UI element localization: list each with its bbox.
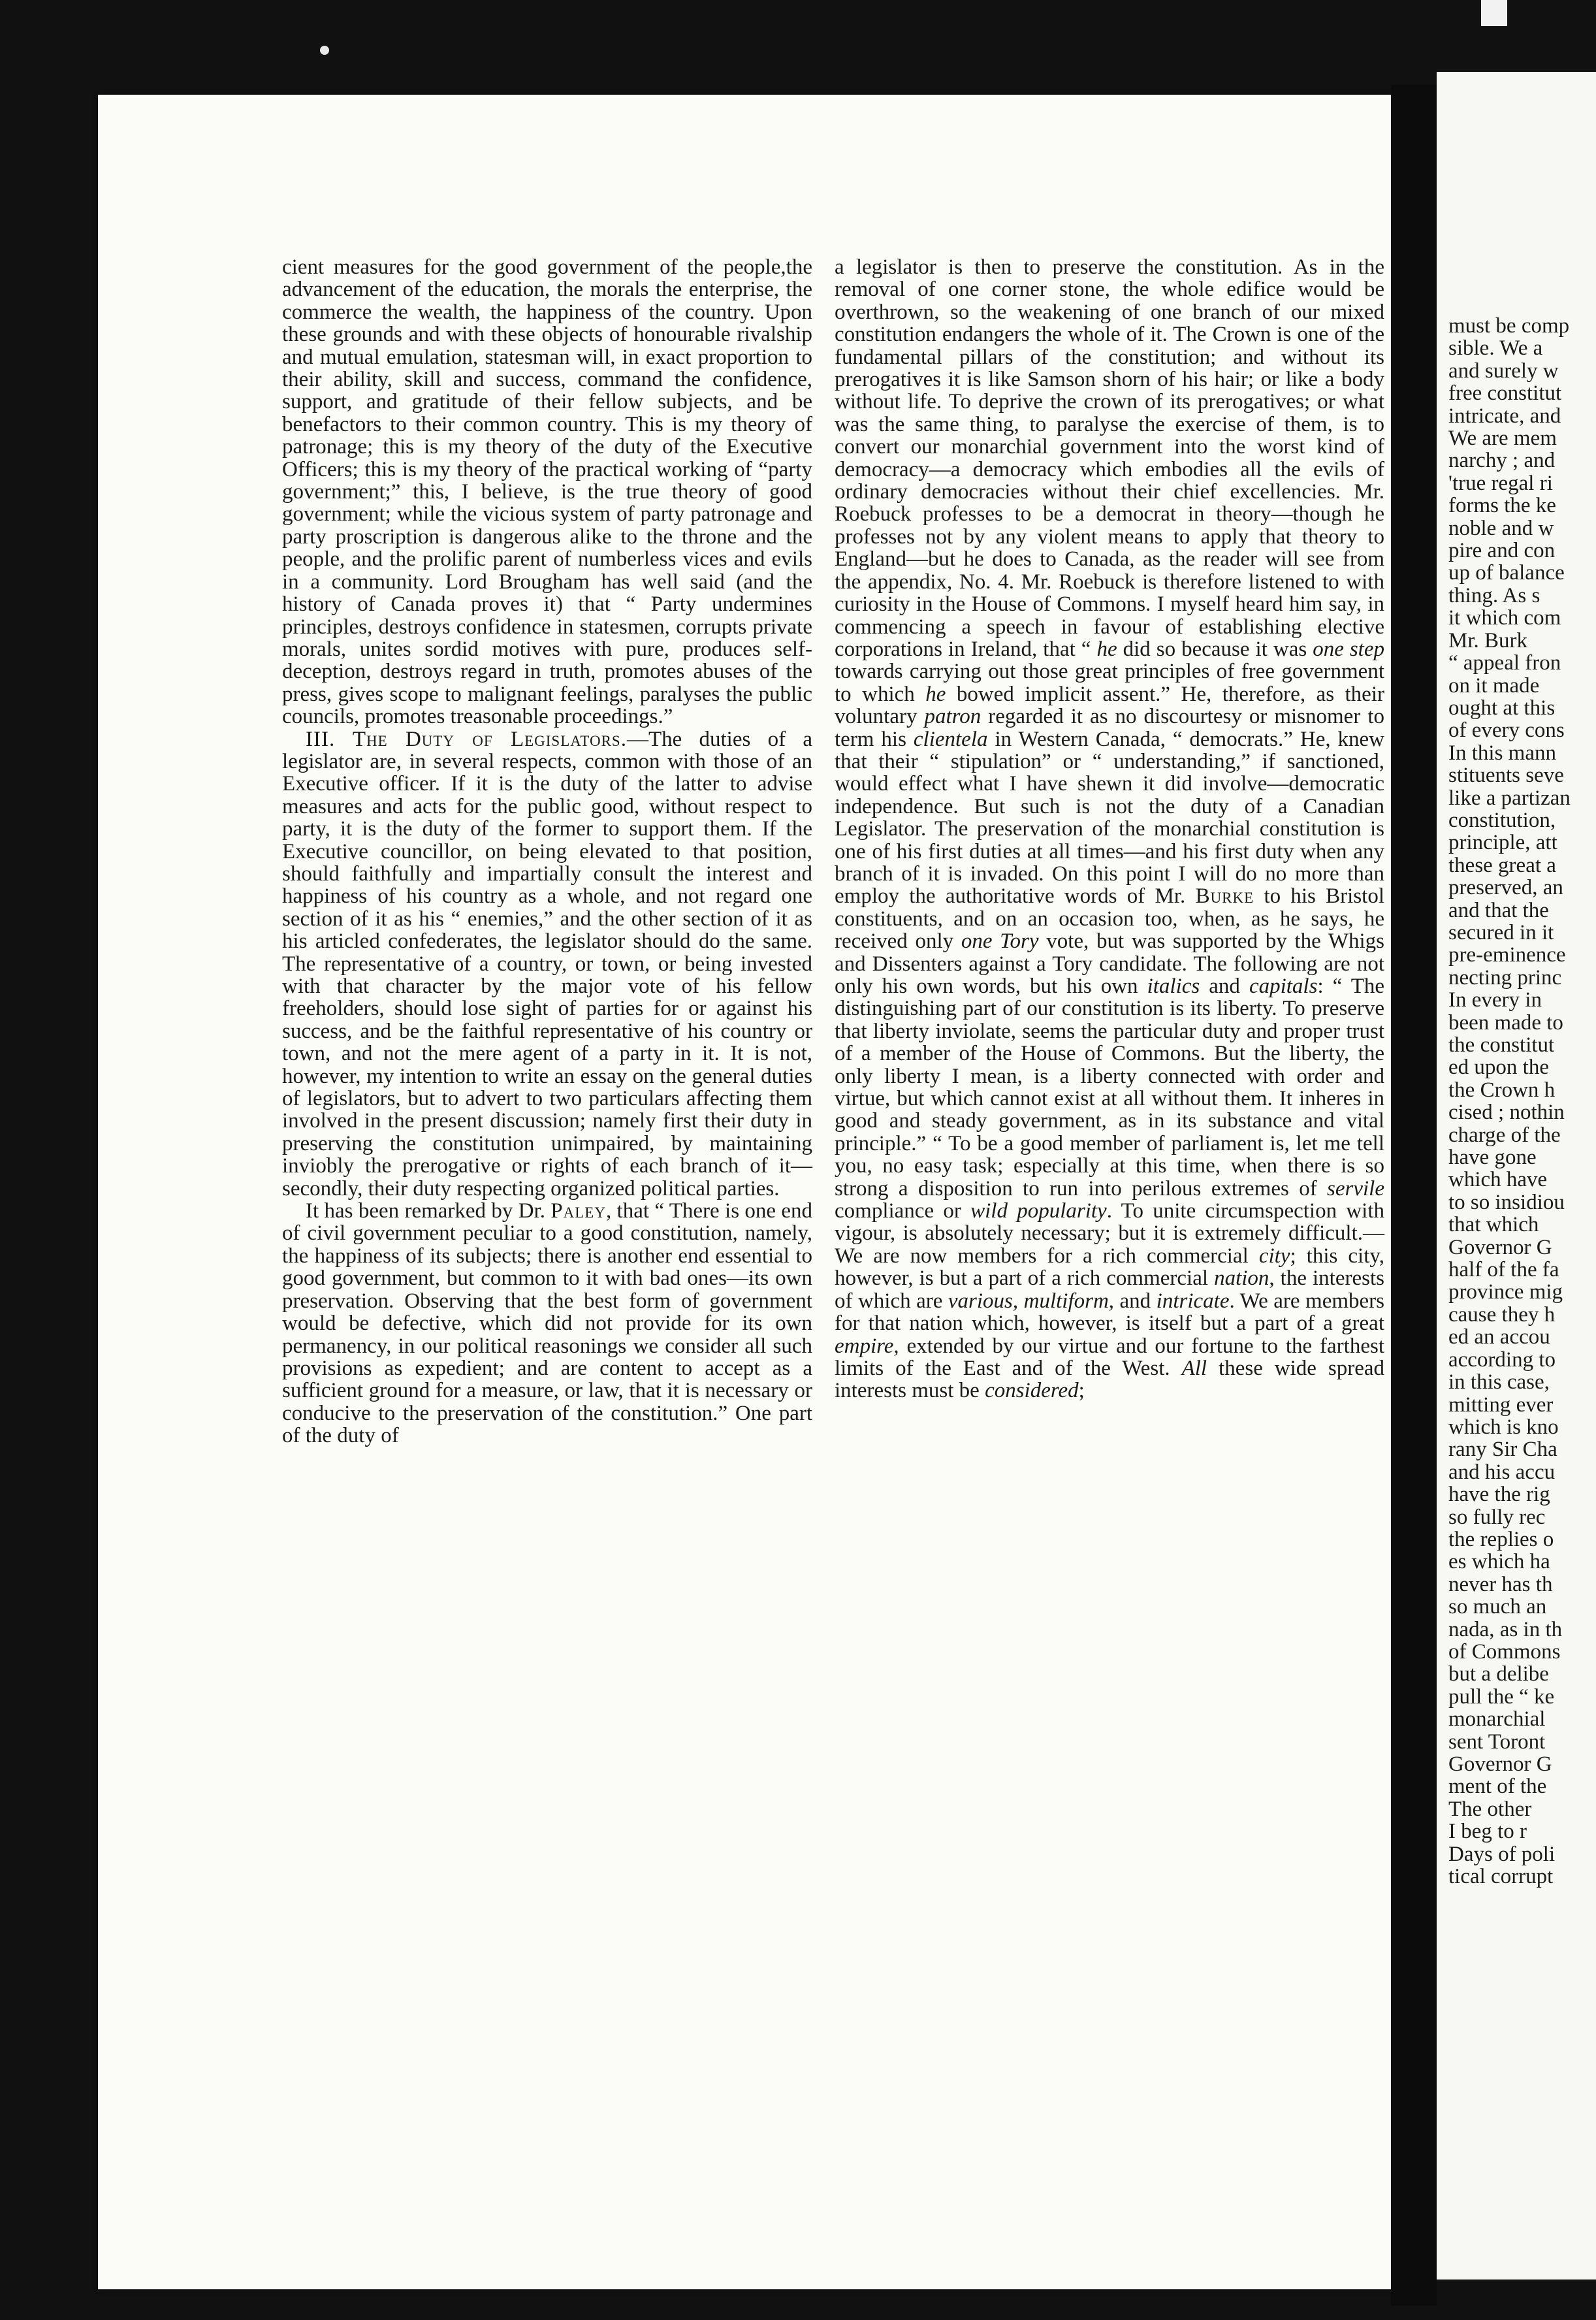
text-run: bowed implicit assent.” He, therefore, as their voluntary (835, 682, 1384, 729)
adjacent-page-line: of Commons (1448, 1639, 1561, 1664)
adjacent-page-line: sible. We a (1448, 336, 1543, 361)
text-run: : “ The distinguishing part of our constitution is its liberty. To preserve that liberty inviolate, seems the particular duty and proper trust of a member of the House of Commons. But the liberty, the only liberty I mean, is a liberty connected with order and virtue, but which cannot exist at all without them. It inheres in good and steady government, as in its substance and vital principle.” “ To be a good member of parliament is, let me tell you, no easy task; especially at this time, when there is so strong a disposition to run into perilous extremes of (835, 975, 1384, 1200)
adjacent-page-line: like a partizan (1448, 786, 1571, 810)
adjacent-page-line: ought at this (1448, 696, 1556, 720)
adjacent-page-line: have the rig (1448, 1483, 1550, 1507)
adjacent-page-line: the Crown h (1448, 1078, 1556, 1102)
adjacent-page-line: never has th (1448, 1572, 1553, 1596)
adjacent-page-line: the constitut (1448, 1033, 1555, 1057)
adjacent-page-line: must be comp (1448, 314, 1570, 338)
italic-run: nation (1214, 1266, 1269, 1291)
adjacent-page-line: so fully rec (1448, 1505, 1546, 1529)
adjacent-page-line: that which (1448, 1213, 1539, 1237)
adjacent-page-line: pre-eminence (1448, 943, 1566, 967)
adjacent-page-line: so much an (1448, 1595, 1547, 1619)
adjacent-page-line: Governor G (1448, 1752, 1552, 1776)
text-run: , extended by our virtue and our fortune to the farthest limits of the East and of the West. (835, 1334, 1384, 1380)
adjacent-page-line: half of the fa (1448, 1258, 1559, 1282)
adjacent-page-line: narchy ; and (1448, 449, 1556, 473)
adjacent-page-line: it which com (1448, 606, 1561, 630)
adjacent-page-line: to so insidiou (1448, 1190, 1565, 1214)
adjacent-page-line: and that the (1448, 898, 1549, 922)
text-run: compliance or (835, 1199, 971, 1223)
adjacent-page-line: I beg to r (1448, 1820, 1527, 1844)
adjacent-page-line: ed an accou (1448, 1325, 1550, 1349)
text-run: in Western Canada, “ democrats.” He, knew that their “ stipulation” or “ understanding,” if sanctioned, would effect what I have shewn it did involve—democratic independence. But such is not the duty of a Canadian Legislator. The preservation of the monarchial constitution is one of his first duties at all times—and his first duty when any branch of it is invaded. On this point I will do no more than employ the authoritative words of Mr. (835, 727, 1385, 909)
adjacent-page-line: preserved, an (1448, 876, 1563, 900)
italic-run: capitals (1249, 975, 1318, 998)
adjacent-page-line: in this case, (1448, 1370, 1550, 1394)
scan-speck (320, 46, 329, 55)
text-run: vote, but was supported by the Whigs and Dissenters against a Tory candidate. The following are not only his own words, but his own (835, 929, 1384, 998)
text-run: ; this city, however, is but a part of a rich commercial (835, 1244, 1384, 1291)
adjacent-page (1437, 72, 1596, 2280)
adjacent-page-line: Mr. Burk (1448, 628, 1528, 652)
adjacent-page-line: have gone (1448, 1146, 1537, 1170)
italic-run: patron (924, 705, 982, 729)
italic-run: one step (1313, 637, 1384, 661)
text-run: , and (1108, 1289, 1157, 1313)
adjacent-page-line: secured in it (1448, 920, 1554, 944)
adjacent-page-line: tical corrupt (1448, 1865, 1554, 1889)
adjacent-page-line: intricate, and (1448, 404, 1561, 428)
adjacent-page-line: according to (1448, 1347, 1556, 1372)
adjacent-page-line: pull the “ ke (1448, 1684, 1555, 1709)
adjacent-page-line: sent Toront (1448, 1730, 1546, 1754)
text-run: regarded it as no discourtesy or misnomer to term his (835, 705, 1384, 751)
italic-run: clientela (913, 727, 988, 751)
adjacent-page-line: mitting ever (1448, 1393, 1554, 1417)
adjacent-page-line: province mig (1448, 1280, 1563, 1304)
adjacent-page-line: free constitut (1448, 381, 1562, 406)
adjacent-page-line: pire and con (1448, 539, 1556, 563)
author-name-paley: Paley (551, 1199, 606, 1223)
italic-run: intricate (1156, 1289, 1230, 1313)
text-run: to his Bristol constituents, and on an occasion too, when, as he says, he received only (835, 884, 1384, 954)
text-run: these wide spread interests must be (835, 1356, 1385, 1403)
paragraph-paley (282, 1200, 812, 1447)
italic-run: he (925, 682, 946, 706)
section-body: —The duties of a legislator are, in several respects, common with those of an Executive officer. If it is the duty of the latter to advise measures and acts for the public good, without respect to party, it is the duty of the former to support them. If the Executive councillor, on being elevated to that position, should faithfully and impartially consult the interest and happiness of his country as a whole, and not regard one section of it as his “ enemies,” and the other section of it as his articled confederates, the legislator should do the same. The representative of a country, or town, or being invested with that character by the major vote of his fellow freeholders, should lose sight of parties for or against his success, and be the faithful representative of his country or town, and not the mere agent of a party in it. It is not, however, my intention to write an essay on the general duties of legislators, but to advert to two particulars affecting them involved in the present discussion; namely first their duty in preserving the constitution unimpaired, by maintaining inviobly the prerogative or rights of each branch of it—secondly, their duty respecting organized political parties. (282, 727, 812, 1200)
adjacent-page-line: Days of poli (1448, 1842, 1556, 1866)
page-corner-mark (1481, 0, 1507, 26)
text-run: , that “ There is one end of civil government peculiar to a good constitution, namely, the happiness of its subjects; there is another end essential to good government, but common to it with bad ones—its own preservation. Observing that the best form of government would be defective, which did not provide for its own permanency, in our political reasonings we consider all such provisions as expedient; and are content to accept as a sufficient ground for a measure, or law, that it is necessary or conducive to the preservation of the constitution.” One part of the duty of (282, 1199, 813, 1448)
text-run: ; (1078, 1379, 1085, 1403)
adjacent-page-line: up of balance (1448, 561, 1565, 585)
adjacent-page-line: been made to (1448, 1010, 1563, 1035)
adjacent-page-line: cised ; nothin (1448, 1101, 1565, 1125)
adjacent-page-line: principle, att (1448, 831, 1557, 855)
adjacent-page-line: constitution, (1448, 808, 1556, 832)
adjacent-page-line: forms the ke (1448, 494, 1556, 518)
adjacent-page-line: and his accu (1448, 1460, 1556, 1484)
paragraph-constitution (835, 256, 1384, 1402)
adjacent-page-line: on it made (1448, 673, 1540, 698)
text-run: . We are members for that nation which, however, is itself but a part of a great (835, 1289, 1384, 1336)
paragraph-duty-of-legislators (282, 728, 812, 1200)
italic-run: he (1096, 637, 1117, 661)
left-text-column (282, 256, 812, 1447)
adjacent-page-line: which have (1448, 1168, 1548, 1192)
adjacent-page-line: of every cons (1448, 718, 1565, 743)
adjacent-page-line: noble and w (1448, 516, 1554, 540)
adjacent-page-line: but a delibe (1448, 1662, 1549, 1686)
adjacent-page-line: We are mem (1448, 427, 1557, 451)
adjacent-page-line: Governor G (1448, 1235, 1552, 1259)
italic-run: All (1181, 1356, 1207, 1380)
adjacent-page-line: which is kno (1448, 1415, 1559, 1439)
adjacent-page-line: these great a (1448, 853, 1556, 877)
italic-run: considered (985, 1379, 1079, 1403)
adjacent-page-column (1448, 315, 1596, 1888)
adjacent-page-line: the replies o (1448, 1527, 1554, 1551)
text-run: , the interests of which are (835, 1266, 1384, 1313)
text-run: . To unite circumspection with vigour, is absolutely necessary; but it is extremely difficult.—We are now members for a rich commercial (835, 1199, 1384, 1268)
text-run: It has been remarked by Dr. (306, 1199, 551, 1223)
adjacent-page-line: charge of the (1448, 1123, 1561, 1147)
italic-run: empire (835, 1334, 894, 1358)
adjacent-page-line: nada, as in th (1448, 1617, 1563, 1641)
adjacent-page-line: es which ha (1448, 1550, 1550, 1574)
adjacent-page-line: ment of the (1448, 1775, 1547, 1799)
adjacent-page-line: necting princ (1448, 965, 1562, 990)
text-run: a legislator is then to preserve the constitution. As in the removal of one corner stone, the whole edifice would be overthrown, so the weakening of one branch of our mixed constitution endangers the whole of it. The Crown is one of the fundamental pillars of the constitution; and without its prerogatives it is like Samson shorn of his hair; or like a body without life. To deprive the crown of its prerogatives; or what was the same thing, to paralyse the exercise of them, is to convert our monarchial government into the worst kind of democracy—a democracy which embodies all the evils of ordinary democracies without their chief excellencies. Mr. Roebuck professes to be a democrat in theory—though he professes not by any violent means to apply that theory to England—but he does to Canada, as the reader will see from the appendix, No. 4. Mr. Roebuck is therefore listened to with curiosity in the House of Commons. I myself heard him say, in commencing a speech in favour of establishing elective corporations in Ireland, that “ (835, 255, 1384, 661)
italic-run: italics (1147, 975, 1200, 998)
adjacent-page-line: stituents seve (1448, 764, 1564, 788)
italic-run: city (1258, 1244, 1290, 1268)
adjacent-page-line: cause they h (1448, 1302, 1556, 1327)
italic-run: one Tory (961, 929, 1039, 954)
adjacent-page-line: and surely w (1448, 359, 1559, 383)
adjacent-page-line: rany Sir Cha (1448, 1438, 1557, 1462)
middle-text-column (835, 256, 1384, 1402)
adjacent-page-line: In this mann (1448, 741, 1556, 765)
author-name-burke: Burke (1195, 884, 1254, 909)
adjacent-page-line: 'true regal ri (1448, 471, 1553, 495)
text-run: towards carrying out those great principles of free government to which (835, 660, 1384, 706)
adjacent-page-line: ed upon the (1448, 1055, 1549, 1080)
italic-run: servile (1327, 1176, 1384, 1200)
text-run: and (1200, 975, 1249, 998)
paragraph-patronage: cient measures for the good government of the people,the advancement of the education, the morals the enterprise, the commerce the wealth, the happiness of the country. Upon these grounds and with these objects of honourable rivalship and mutual emulation, statesman will, in exact proportion to their ability, skill and success, command the confidence, support, and gratitude of their fellow subjects, and be benefactors to their common country. This is my theory of patronage; this is my theory of the duty of the Executive Officers; this is my theory of the practical working of “party government;” this, I believe, is the true theory of good government; while the vicious system of party patronage and party proscription is dangerous alike to the throne and the people, and the prolific parent of numberless vices and evils in a community. Lord Brougham has well said (and the history of Canada proves it) that “ Party undermines principles, destroys confidence in statesmen, corrupts private morals, unites sordid motives with pure, produces self-deception, destroys regard in truth, promotes abuses of the press, gives scope to malignant feelings, paralyses the public councils, promotes treasonable proceedings.” (282, 255, 812, 729)
adjacent-page-line: The other (1448, 1797, 1532, 1821)
italic-run: wild popularity (970, 1199, 1107, 1223)
adjacent-page-line: In every in (1448, 988, 1542, 1012)
book-gutter (1391, 85, 1437, 2306)
section-heading: III. The Duty of Legislators. (306, 727, 627, 751)
adjacent-page-line: thing. As s (1448, 583, 1540, 607)
adjacent-page-line: “ appeal fron (1448, 651, 1561, 675)
italic-run: various, multiform (948, 1289, 1109, 1313)
text-run: did so because it was (1117, 637, 1313, 661)
adjacent-page-line: monarchial (1448, 1707, 1546, 1732)
